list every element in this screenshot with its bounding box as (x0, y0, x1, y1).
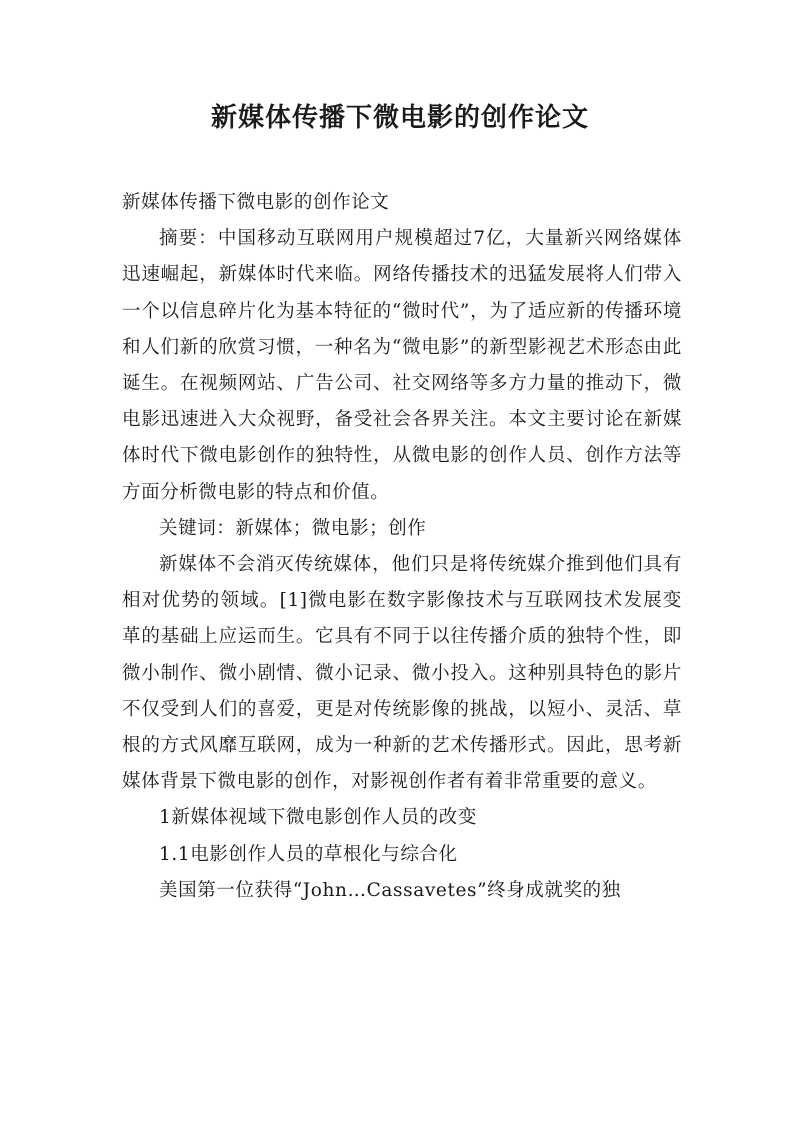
section-heading: 1新媒体视域下微电影创作人员的改变 (159, 807, 477, 829)
subsection-heading: 1.1电影创作人员的草根化与综合化 (159, 843, 458, 865)
body-paragraph: 美国第一位获得“John…Cassavetes”终身成就奖的独 (159, 879, 621, 901)
intro-paragraph: 新媒体不会消灭传统媒体，他们只是将传统媒介推到他们具有相对优势的领域。[1]微电影在数字影像技术与互联网技术发展变革的基础上应运而生。它具有不同于以往传播介质的独特个性，即微小制作、微小剧情、微小记录、微小投入。这种别具特色的影片不仅受到人们的喜爱，更是对传统影像的挑战，以短小、灵活、草根的方式风靡互联网，成为一种新的艺术传播形式。因此，思考新媒体背景下微电影的创作，对影视创作者有着非常重要的意义。 (122, 554, 682, 793)
keywords-paragraph: 关键词：新媒体；微电影；创作 (159, 517, 427, 539)
document-body (122, 185, 682, 909)
subtitle-paragraph: 新媒体传播下微电影的创作论文 (122, 192, 390, 213)
document-title: 新媒体传播下微电影的创作论文 (210, 103, 589, 133)
abstract-paragraph: 摘要：中国移动互联网用户规模超过7亿，大量新兴网络媒体迅速崛起，新媒体时代来临。网络传播技术的迅猛发展将人们带入一个以信息碎片化为基本特征的“微时代”，为了适应新的传播环境和人们新的欣赏习惯，一种名为“微电影”的新型影视艺术形态由此诞生。在视频网站、广告公司、社交网络等多方力量的推动下，微电影迅速进入大众视野，备受社会各界关注。本文主要讨论在新媒体时代下微电影创作的独特性，从微电影的创作人员、创作方法等方面分析微电影的特点和价值。 (122, 228, 682, 503)
